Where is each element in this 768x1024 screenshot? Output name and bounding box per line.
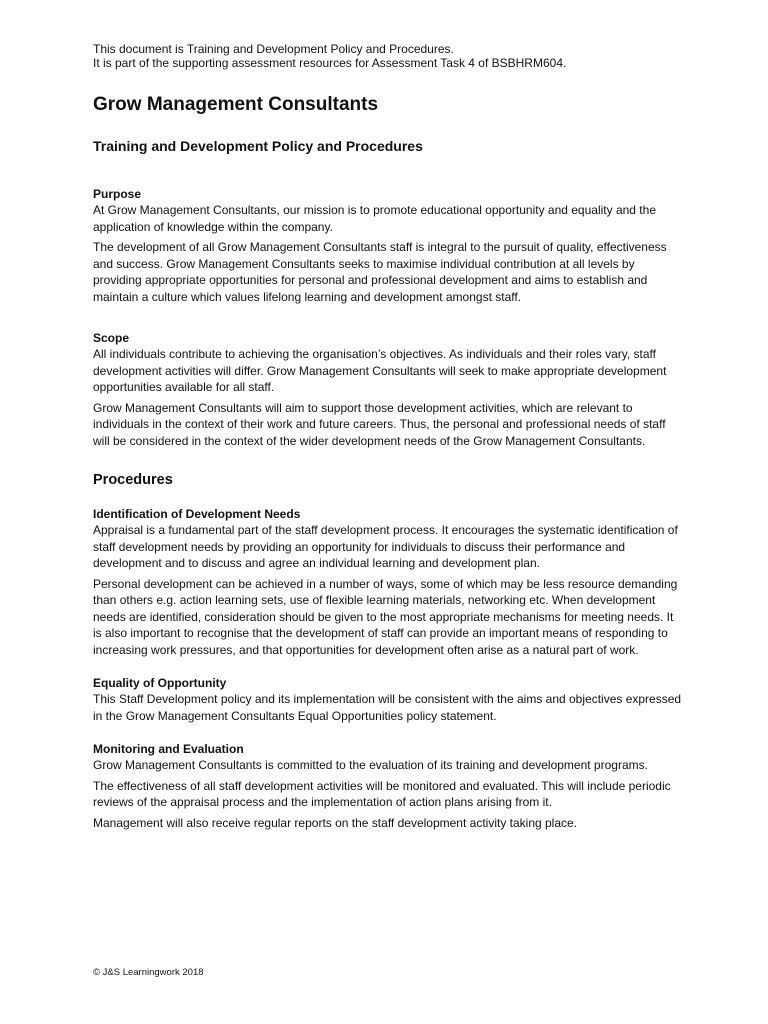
identification-heading: Identification of Development Needs xyxy=(93,507,301,521)
document-title: Grow Management Consultants xyxy=(93,94,379,115)
purpose-paragraph-1: At Grow Management Consultants, our mission is to promote educational opportunity and equality and the application of knowledge within the company. xyxy=(93,203,656,234)
identification-paragraph-2: Personal development can be achieved in a number of ways, some of which may be less resource demanding than others e.g. action learning sets, use of flexible learning materials, networking etc. When development needs are identified, consideration should be given to the most appropriate mechanisms for meeting needs. It is also important to recognise that the development of staff can provide an important means of responding to increasing work pressures, and that opportunities for development often arise as a natural part of work. xyxy=(93,576,678,657)
document-page xyxy=(93,42,683,835)
scope-paragraph-1: All individuals contribute to achieving the organisation’s objectives. As individuals and their roles vary, staff development activities will differ. Grow Management Consultants will seek to make appropriate development opportunities available for all staff. xyxy=(93,347,667,394)
intro-line-1: This document is Training and Development Policy and Procedures. xyxy=(93,42,454,56)
identification-section xyxy=(93,506,683,658)
equality-paragraph-1: This Staff Development policy and its implementation will be consistent with the aims and objectives expressed in the Grow Management Consultants Equal Opportunities policy statement. xyxy=(93,692,682,723)
equality-heading: Equality of Opportunity xyxy=(93,676,227,690)
monitoring-paragraph-2: The effectiveness of all staff development activities will be monitored and evaluated. This will include periodic reviews of the appraisal process and the implementation of action plans arising from it. xyxy=(93,778,671,809)
scope-paragraph-2: Grow Management Consultants will aim to support those development activities, which are relevant to individuals in the context of their work and future careers. Thus, the personal and professional needs of staff will be considered in the context of the wider development needs of the Grow Management Consultants. xyxy=(93,400,666,448)
monitoring-heading: Monitoring and Evaluation xyxy=(93,742,244,756)
monitoring-paragraph-3: Management will also receive regular reports on the staff development activity taking place. xyxy=(93,815,578,830)
purpose-section xyxy=(93,186,683,305)
equality-section xyxy=(93,675,683,724)
intro-line-2: It is part of the supporting assessment resources for Assessment Task 4 of BSBHRM604. xyxy=(93,56,567,70)
document-intro xyxy=(93,42,683,70)
identification-paragraph-1: Appraisal is a fundamental part of the staff development process. It encourages the systematic identification of staff development needs by providing an opportunity for individuals to discuss their performance and development and to discuss and agree an individual learning and development plan. xyxy=(93,523,678,570)
scope-heading: Scope xyxy=(93,331,130,345)
scope-section xyxy=(93,330,683,449)
document-subtitle: Training and Development Policy and Procedures xyxy=(93,138,423,154)
procedures-heading: Procedures xyxy=(93,472,173,488)
purpose-heading: Purpose xyxy=(93,187,142,201)
monitoring-paragraph-1: Grow Management Consultants is committed to the evaluation of its training and development programs. xyxy=(93,758,648,772)
purpose-paragraph-2: The development of all Grow Management Consultants staff is integral to the pursuit of quality, effectiveness and success. Grow Management Consultants seeks to maximise individual contribution at all levels by providing appropriate opportunities for personal and professional development and aims to establish and maintain a culture which values lifelong learning and development amongst staff. xyxy=(93,240,667,304)
monitoring-section xyxy=(93,741,683,831)
copyright-footer: © J&S Learningwork 2018 xyxy=(93,967,204,978)
